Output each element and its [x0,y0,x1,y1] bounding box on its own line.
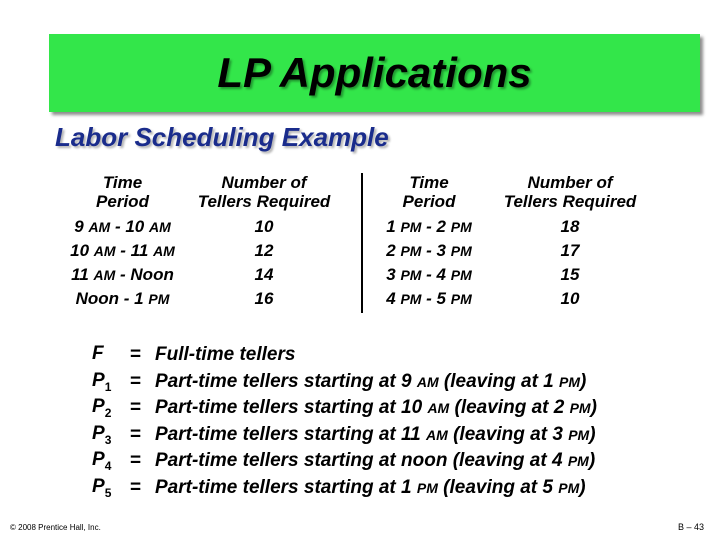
right-period-cell: 1 PM - 2 PM [386,217,472,236]
variable-description: Part-time tellers starting at noon (leaving at 4 PM) [155,450,596,472]
left-tellers-cell: 10 [254,217,274,236]
variable-description: Part-time tellers starting at 10 AM (leaving at 2 PM) [155,397,597,419]
left-period-column [60,173,185,311]
right-period-column [370,173,488,311]
right-period-cell: 3 PM - 4 PM [386,265,472,284]
variable-row: $P_1$ = Part-time tellers starting at 9 AM (leaving at 1 PM) [92,369,587,394]
variable-row: $P_2$ = Part-time tellers starting at 10 AM (leaving at 2 PM) [92,396,597,421]
right-tellers-cell: 18 [560,217,580,236]
variable-symbol: $P_4$ [92,449,112,474]
variable-row: F = Full-time tellers [92,343,296,366]
variable-symbol: $P_2$ [92,396,112,421]
left-tellers-cell: 12 [254,241,274,260]
right-period-cell: 4 PM - 5 PM [386,289,472,308]
left-period-cell: 11 AM - Noon [71,265,174,284]
right-tellers-cell: 15 [560,265,580,284]
variable-description: Part-time tellers starting at 11 AM (leaving at 3 PM) [155,423,596,445]
copyright-notice: © 2008 Prentice Hall, Inc. [10,523,101,532]
variable-row: $P_4$ = Part-time tellers starting at noon (leaving at 4 PM) [92,449,596,474]
variable-symbol: F [92,343,104,365]
variable-row: $P_3$ = Part-time tellers starting at 11 AM (leaving at 3 PM) [92,422,596,447]
variable-symbol: $P_1$ [92,369,112,394]
left-period-cell: 10 AM - 11 AM [70,241,175,260]
right-period-header: Time Period [402,173,456,211]
right-period-cell: 2 PM - 3 PM [386,241,472,260]
variable-symbol: $P_5$ [92,475,112,500]
left-period-header: Time Period [96,173,149,211]
slide-title: LP Applications [217,49,532,96]
page-number: B – 43 [677,522,704,532]
variable-description: Part-time tellers starting at 9 AM (leaving at 1 PM) [155,370,587,392]
table-divider [361,173,363,313]
variable-definitions [92,342,597,501]
right-tellers-cell: 17 [560,241,580,260]
left-period-cell: Noon - 1 PM [75,289,170,308]
left-period-cell: 9 AM - 10 AM [74,217,171,236]
variable-row: $P_5$ = Part-time tellers starting at 1 PM (leaving at 5 PM) [92,475,586,500]
variable-symbol: $P_3$ [92,422,112,447]
title-banner [49,34,700,112]
variable-description: Part-time tellers starting at 1 PM (leaving at 5 PM) [155,476,586,498]
left-tellers-cell: 16 [254,289,274,308]
right-tellers-column [494,173,646,311]
slide-subtitle: Labor Scheduling Example [55,122,389,152]
variable-description: Full-time tellers [155,344,296,366]
right-tellers-header: Number of Tellers Required [503,173,637,211]
left-tellers-header: Number of Tellers Required [197,173,331,211]
right-tellers-cell: 10 [560,289,580,308]
left-tellers-cell: 14 [254,265,274,284]
left-tellers-column [188,173,340,311]
